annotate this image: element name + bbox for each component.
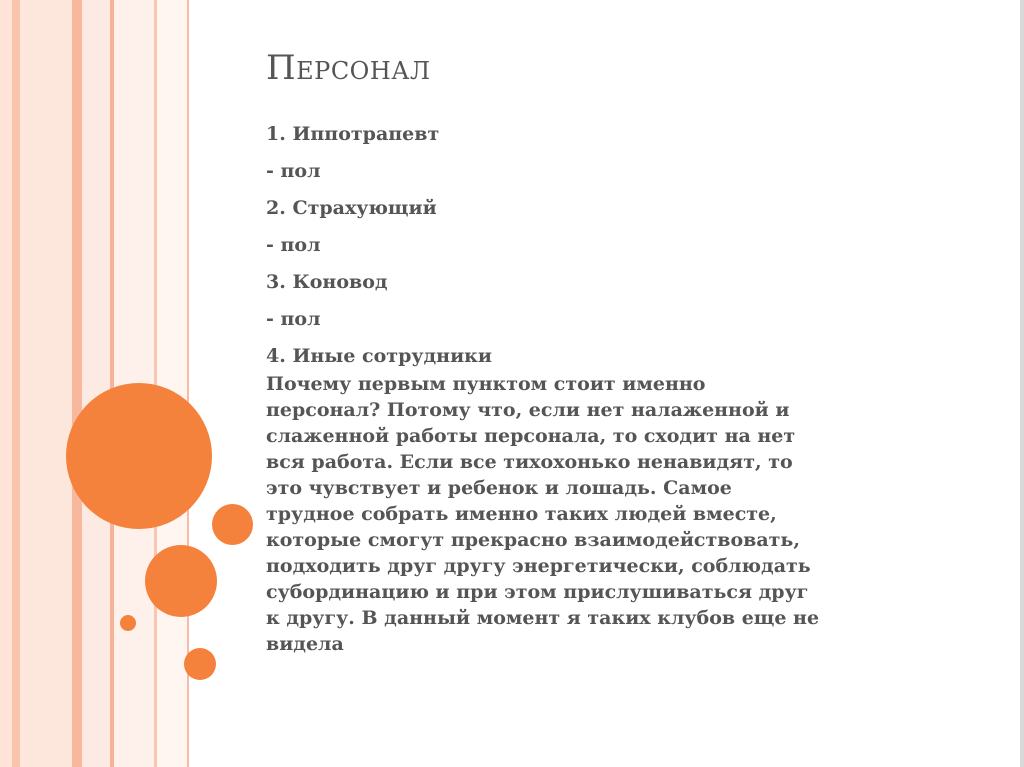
list-item: - пол	[266, 308, 321, 330]
list-item: 3. Коновод	[266, 271, 388, 293]
paragraph-line: слаженной работы персонала, то сходит на нет	[266, 425, 796, 447]
decorative-circle-tiny	[120, 615, 136, 631]
right-border-line	[1020, 0, 1024, 767]
paragraph-line: Почему первым пунктом стоит именно	[266, 373, 706, 395]
paragraph-line: которые смогут прекрасно взаимодействовать,	[266, 529, 800, 551]
paragraph-line: видела	[266, 633, 344, 655]
decorative-circle-small	[212, 504, 253, 545]
list-item: 1. Иппотрапевт	[266, 123, 440, 145]
slide-title: Персонал	[266, 48, 431, 88]
paragraph-line: вся работа. Если все тихохонько ненавидят, то	[266, 451, 793, 473]
decorative-circle-large	[66, 383, 212, 529]
list-item: - пол	[266, 160, 321, 182]
paragraph-line: персонал? Потому что, если нет налаженной и	[266, 399, 790, 421]
list-item: 4. Иные сотрудники	[266, 345, 492, 367]
decorative-stripe	[20, 0, 72, 767]
list-item: 2. Страхующий	[266, 197, 437, 219]
decorative-stripe	[72, 0, 82, 767]
decorative-circle-medium	[145, 545, 217, 617]
decorative-stripe	[157, 0, 187, 767]
decorative-circle-small	[184, 648, 216, 680]
paragraph-line: это чувствует и ребенок и лошадь. Самое	[266, 477, 732, 499]
decorative-stripe	[82, 0, 110, 767]
paragraph-line: к другу. В данный момент я таких клубов еще не	[266, 607, 820, 629]
paragraph-line: трудное собрать именно таких людей вместе,	[266, 503, 777, 525]
decorative-stripe	[0, 0, 12, 767]
paragraph-line: подходить друг другу энергетически, соблюдать	[266, 555, 811, 577]
body-paragraph	[266, 371, 956, 657]
decorative-stripe	[12, 0, 20, 767]
paragraph-line: субординацию и при этом прислушиваться друг	[266, 581, 809, 603]
slide-content	[266, 122, 956, 657]
list-item: - пол	[266, 234, 321, 256]
